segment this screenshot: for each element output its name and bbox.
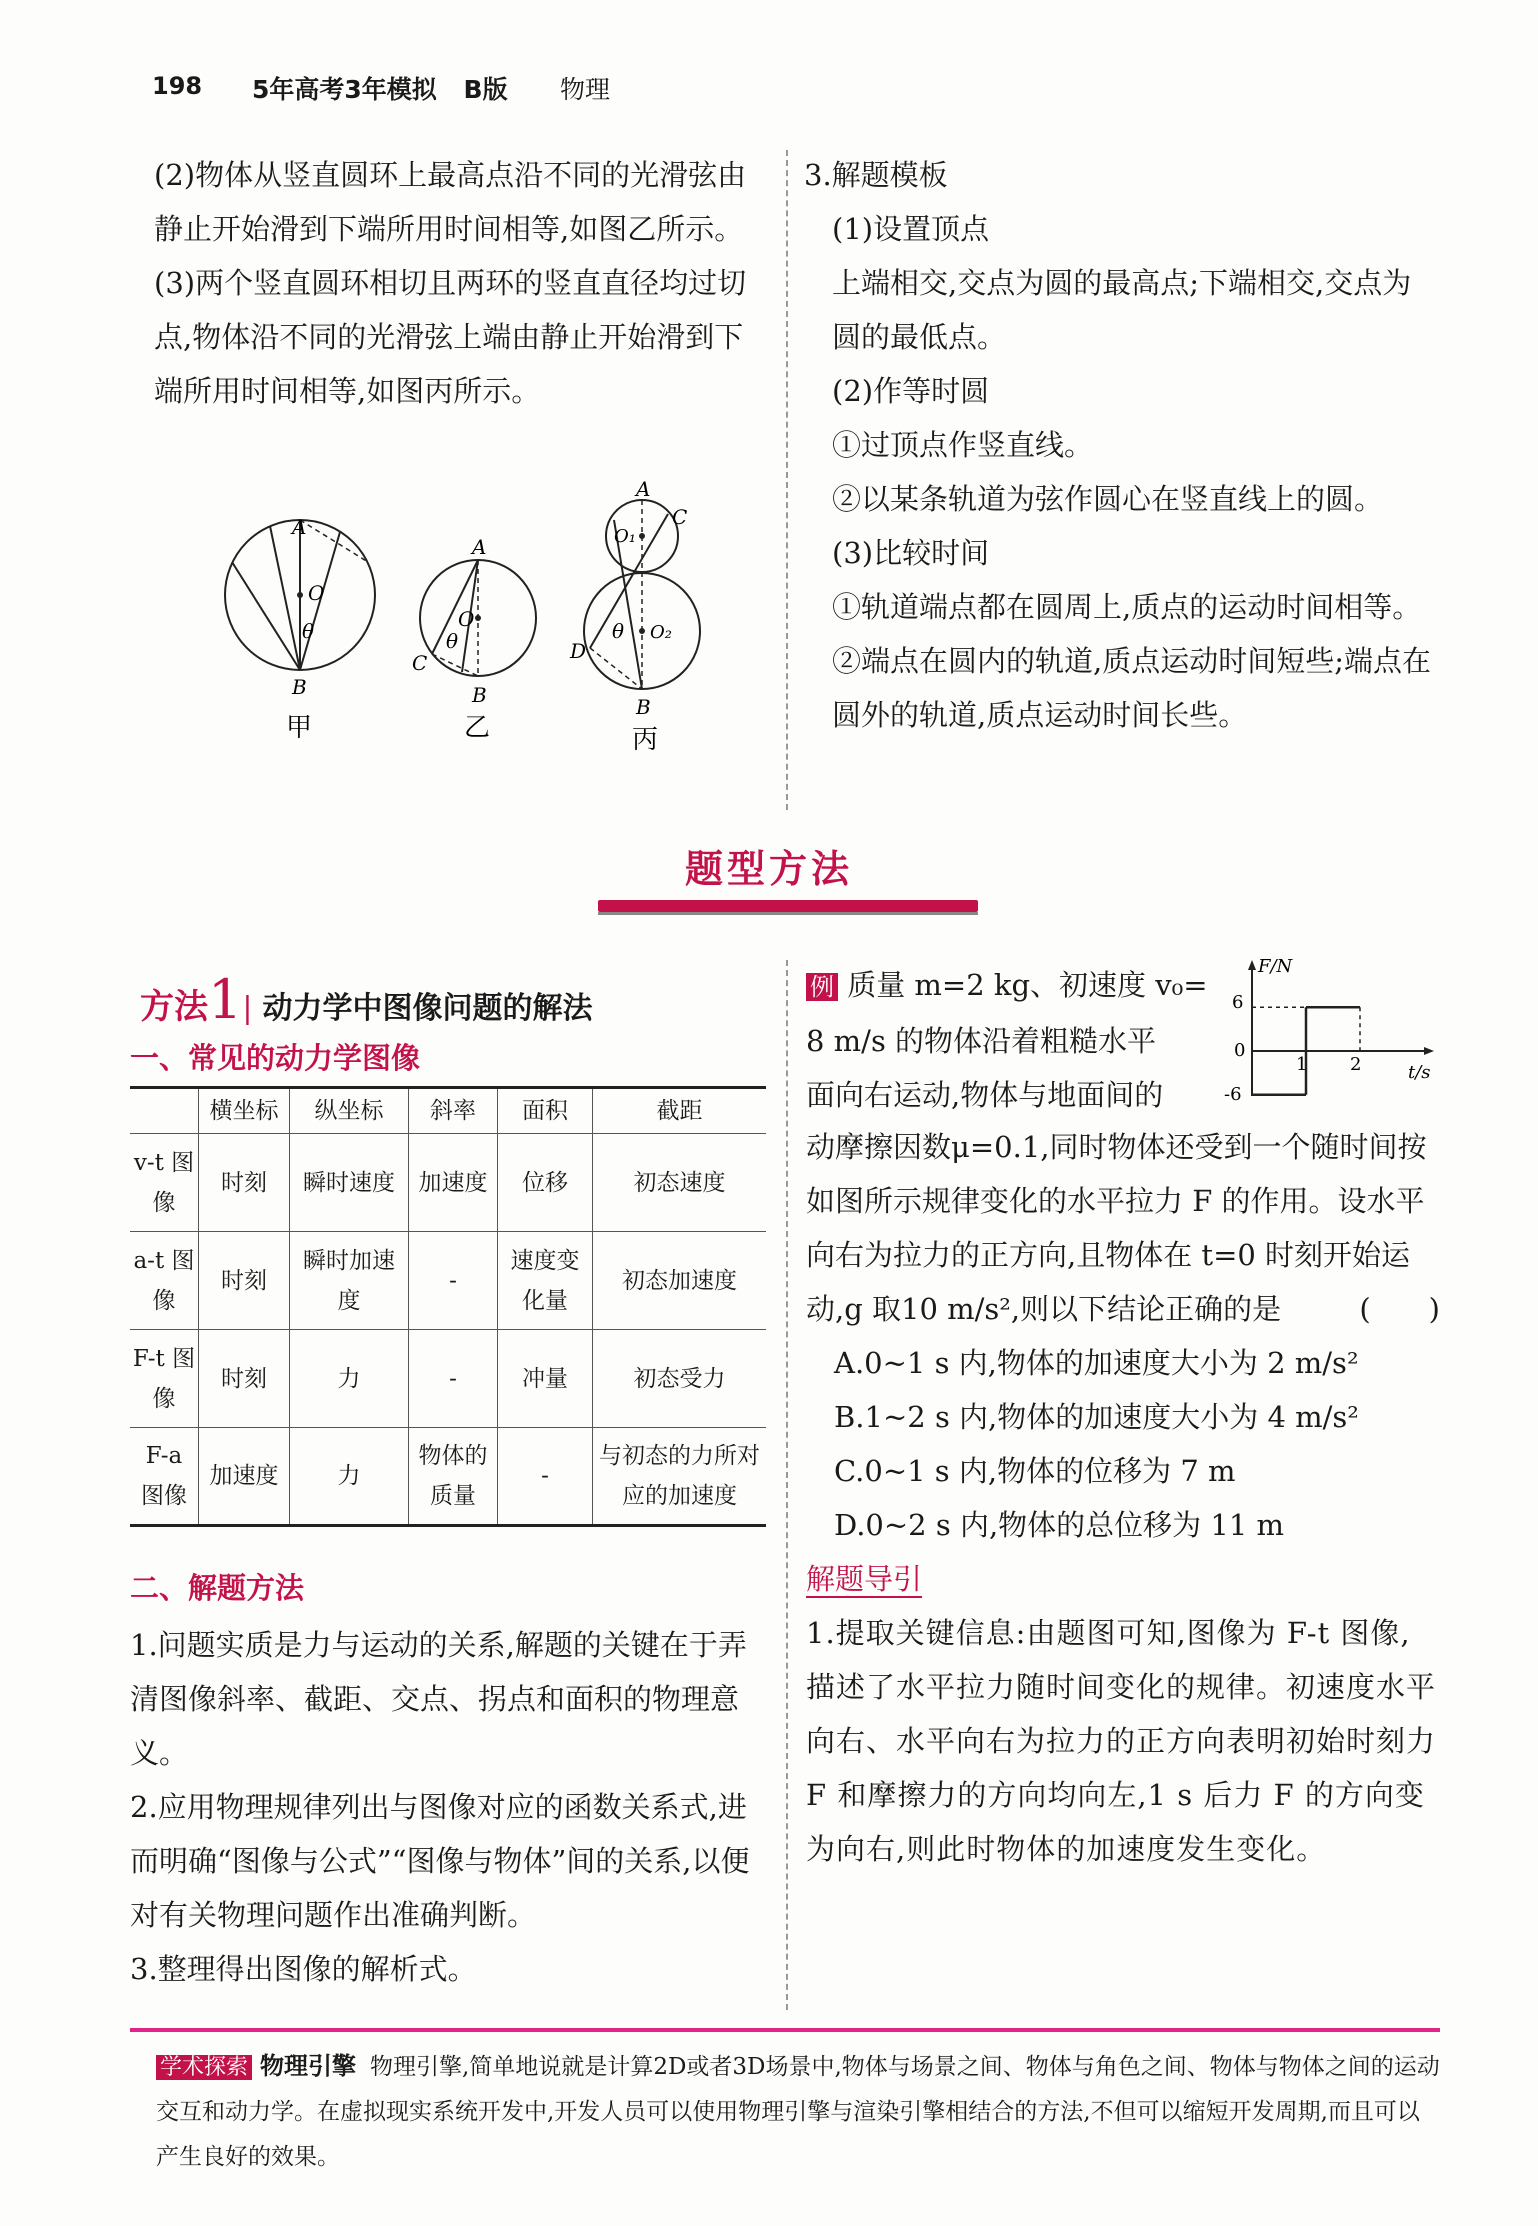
circle-figures [210,478,770,758]
table-header-cell: 斜率 [409,1088,498,1134]
table-cell: 瞬时速度 [290,1134,409,1232]
table-cell: F-a 图像 [130,1428,199,1526]
step2-a: ①过顶点作竖直线。 [832,428,1094,462]
table-cell: 速度变化量 [498,1232,593,1330]
subheading-1: 一、常见的动力学图像 [130,1041,421,1075]
method-list [130,1618,770,1996]
example-body [806,1120,1440,1876]
graph-y-tick-neg6: -6 [1224,1084,1242,1105]
force-time-graph [1222,956,1442,1106]
example-line-2: 8 m/s 的物体沿着粗糙水平 [806,1024,1157,1058]
guide-text: 1.提取关键信息:由题图可知,图像为 F-t 图像,描述了水平拉力随时间变化的规律。初速度水平向右、水平向右为拉力的正方向表明初始时刻力 F 和摩擦力的方向均向左,1 s 后力 F 的方向变为向右,则此时物体的加速度发生变化。 [806,1616,1437,1866]
method-number: 1 [208,968,243,1031]
option-a: A.0~1 s 内,物体的加速度大小为 2 m/s² [834,1346,1359,1380]
table-cell: 物体的质量 [409,1428,498,1526]
example-line-3: 面向右运动,物体与地面间的 [806,1078,1164,1112]
example-line-1: 质量 m=2 kg、初速度 v₀= [847,968,1208,1002]
figure-jia [225,515,375,743]
yi-label-a: A [472,535,487,559]
table-cell: 时刻 [199,1232,290,1330]
table-cell: 冲量 [498,1330,593,1428]
subheading-2: 二、解题方法 [130,1571,305,1605]
example-body-text: 动摩擦因数μ=0.1,同时物体还受到一个随时间按如图所示规律变化的水平拉力 F 的作用。设水平向右为拉力的正方向,且物体在 t=0 时刻开始运动,g 取10 m/s²,则以下结论正确的是 [806,1130,1427,1326]
section-title: 题型方法 [684,847,853,891]
table-cell: 与初态的力所对应的加速度 [593,1428,767,1526]
yi-label-b: B [472,683,487,707]
table-cell: F-t 图像 [130,1330,199,1428]
yi-label-o: O [458,607,475,631]
table-cell: - [409,1330,498,1428]
step3-b: ②端点在圆内的轨道,质点运动时间短些;端点在圆外的轨道,质点运动时间长些。 [832,644,1431,732]
table-row [130,1330,766,1428]
table-header-row [130,1088,766,1134]
table-cell: 位移 [498,1134,593,1232]
left-top-text [154,148,764,418]
option-c: C.0~1 s 内,物体的位移为 7 m [834,1454,1236,1488]
footer-note [156,2044,1440,2180]
footer-text: 物理引擎,简单地说就是计算2D或者3D场景中,物体与场景之间、物体与角色之间、物体与物体之间的运动交互和动力学。在虚拟现实系统开发中,开发人员可以使用物理引擎与渲染引擎相结合的方法,不但可以缩短开发周期,而且可以产生良好的效果。 [156,2054,1440,2170]
graph-x-label: t/s [1408,1062,1431,1083]
example-tag: 例 [806,973,838,1001]
method-item-1: 1.问题实质是力与运动的关系,解题的关键在于弄清图像斜率、截距、交点、拐点和面积的物理意义。 [130,1628,747,1770]
bing-caption: 丙 [632,725,659,755]
table-row [130,1428,766,1526]
option-b: B.1~2 s 内,物体的加速度大小为 4 m/s² [834,1400,1359,1434]
dynamics-graph-table [130,1086,766,1527]
method-heading: 方法1| 动力学中图像问题的解法 [140,968,593,1031]
table-cell: 时刻 [199,1134,290,1232]
subject-label: 物理 [560,75,611,104]
graph-y-label: F/N [1258,956,1293,977]
table-header-cell [130,1088,199,1134]
paragraph-3: (3)两个竖直圆环相切且两环的竖直直径均过切点,物体沿不同的光滑弦上端由静止开始滑到下端所用时间相等,如图丙所示。 [154,266,747,408]
column-divider-bottom [786,960,788,2010]
edition-label: B版 [463,75,508,104]
table-cell: 加速度 [199,1428,290,1526]
guide-label: 解题导引 [806,1562,923,1596]
example-intro [806,958,1226,1122]
book-title [252,70,508,106]
jia-label-o: O [308,581,325,605]
method-item-3: 3.整理得出图像的解析式。 [130,1952,477,1986]
section-title-bar [598,900,978,912]
table-header-cell: 横坐标 [199,1088,290,1134]
page-number: 198 [152,72,203,100]
table-cell: v-t 图像 [130,1134,199,1232]
column-divider-top [786,150,788,810]
method-title: 动力学中图像问题的解法 [262,991,593,1026]
table-header-cell: 截距 [593,1088,767,1134]
table-cell: 力 [290,1428,409,1526]
footer-tag: 学术探索 [156,2055,252,2080]
bing-label-theta: θ [612,619,625,643]
yi-caption: 乙 [464,713,491,743]
yi-label-theta: θ [446,629,459,653]
table-cell: 初态受力 [593,1330,767,1428]
step2-b: ②以某条轨道为弦作圆心在竖直线上的圆。 [832,482,1384,516]
table-cell: 力 [290,1330,409,1428]
table-cell: 加速度 [409,1134,498,1232]
jia-label-theta: θ [302,619,315,643]
footer-rule [130,2028,1440,2032]
bing-label-a: A [636,478,651,501]
answer-bracket: ( ) [1359,1292,1440,1326]
table-header-cell: 面积 [498,1088,593,1134]
table-header-cell: 纵坐标 [290,1088,409,1134]
step3-a: ①轨道端点都在圆周上,质点的运动时间相等。 [832,590,1422,624]
step2-title: (2)作等时圆 [832,374,990,408]
option-d: D.0~2 s 内,物体的总位移为 11 m [834,1508,1285,1542]
template-title: 3.解题模板 [804,158,948,192]
method-label: 方法 [140,987,208,1027]
book-title-text: 5年高考3年模拟 [252,75,437,104]
table-cell: 时刻 [199,1330,290,1428]
table-cell: - [498,1428,593,1526]
graph-y-tick-6: 6 [1232,992,1244,1013]
jia-caption: 甲 [286,713,313,743]
table-cell: 瞬时加速度 [290,1232,409,1330]
graph-x-tick-2: 2 [1350,1054,1362,1075]
yi-label-c: C [412,651,428,675]
section-title-underline [598,912,978,915]
figure-yi [412,535,536,743]
table-cell: - [409,1232,498,1330]
method-item-2: 2.应用物理规律列出与图像对应的函数关系式,进而明确“图像与公式”“图像与物体”间的关系,以便对有关物理问题作出准确判断。 [130,1790,750,1932]
table-row [130,1232,766,1330]
table-cell: 初态加速度 [593,1232,767,1330]
step3-title: (3)比较时间 [832,536,990,570]
figure-bing [569,478,700,755]
step1-text: 上端相交,交点为圆的最高点;下端相交,交点为圆的最低点。 [832,266,1412,354]
graph-x-tick-1: 1 [1296,1054,1308,1075]
bing-label-d: D [570,639,587,663]
paragraph-2: (2)物体从竖直圆环上最高点沿不同的光滑弦由静止开始滑到下端所用时间相等,如图乙所示。 [154,158,747,246]
jia-label-a: A [292,515,307,539]
table-cell: a-t 图像 [130,1232,199,1330]
table-cell: 初态速度 [593,1134,767,1232]
bing-label-o1: O₁ [614,526,636,547]
right-top-text [804,148,1440,742]
bing-label-c: C [672,505,688,529]
table-row [130,1134,766,1232]
jia-label-b: B [292,675,307,699]
footer-keyword: 物理引擎 [260,2052,357,2080]
step1-title: (1)设置顶点 [832,212,990,246]
bing-label-b: B [636,695,651,719]
bing-label-o2: O₂ [650,622,672,643]
graph-y-tick-0: 0 [1234,1040,1246,1061]
